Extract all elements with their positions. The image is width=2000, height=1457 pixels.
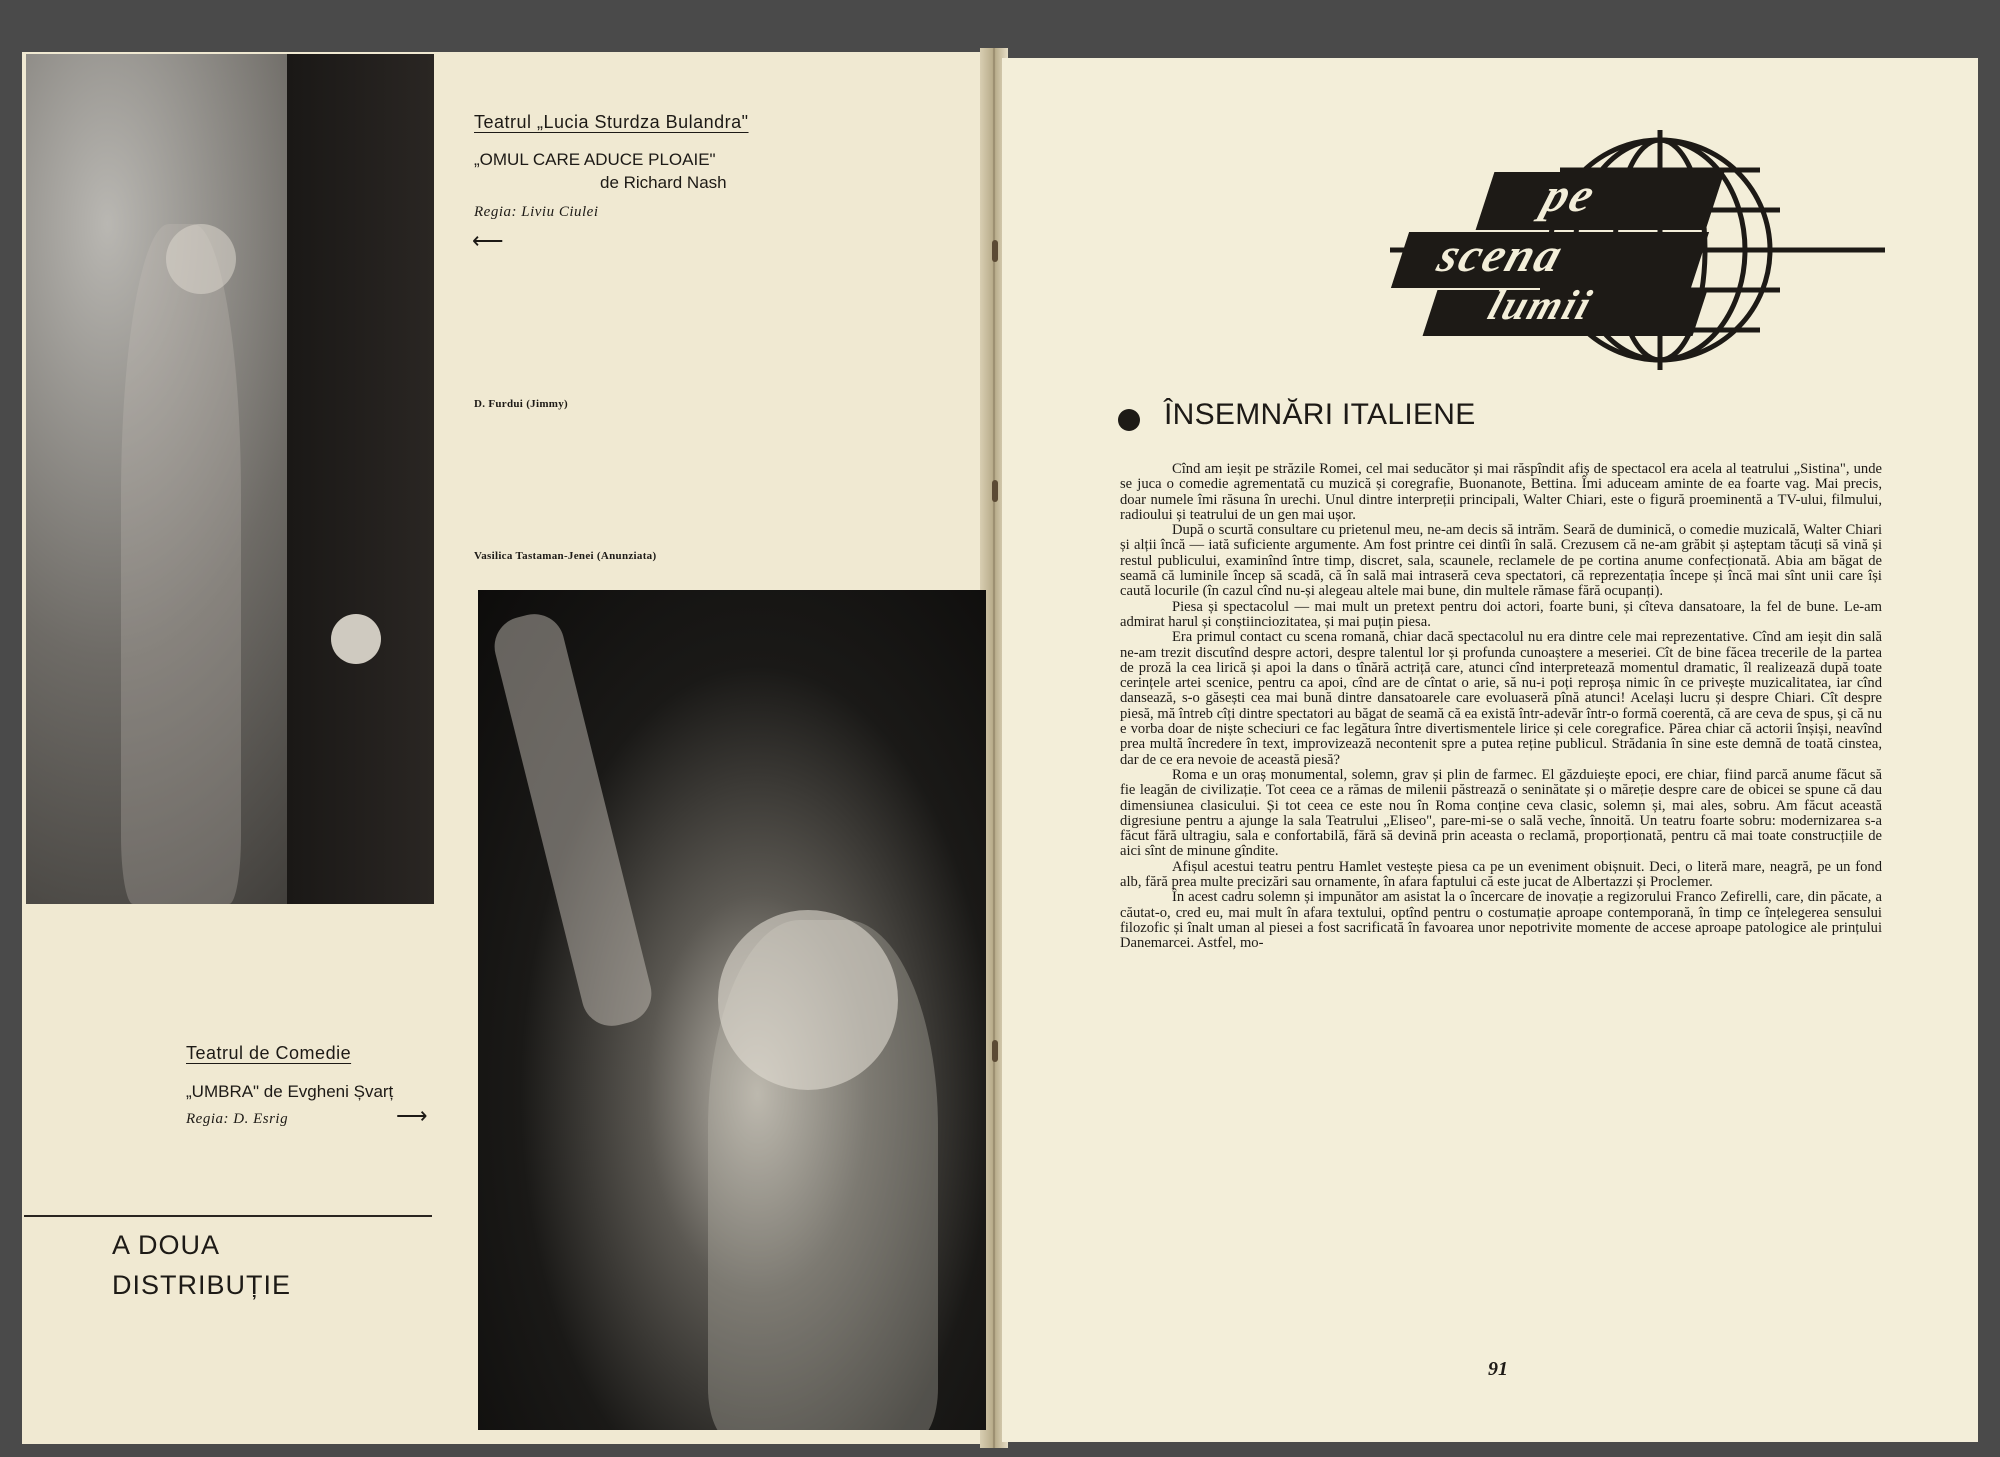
credit-director-esrig: Regia: D. Esrig [186,1111,289,1127]
caption-jimmy: D. Furdui (Jimmy) [474,398,569,410]
article-paragraph: În acest cadru solemn și impunător am asistat la o încercare de inovație a regizorului Franco Zefirelli, care, din păcate, a căutat-o, cred eu, mai mult în afara textului, optînd pentru o costumație aproape contemporană, în timp ce înțelegerea sensului filozofic și înalt uman al piesei a fost sacrificată în favoarea unor nepotrivite momente de accese aproape patologice ale prințului Danemarcei. Astfel, mo- [1120,889,1882,952]
arrow-left-icon: ⟵ [472,228,504,253]
binding-stitch [992,480,998,502]
actress-head [718,910,898,1090]
article-title: ÎNSEMNĂRI ITALIENE [1164,398,1476,431]
actress-raised-arm [488,608,658,1032]
photo-jimmy [26,54,434,904]
logo-word-lumii: lumii [1482,283,1599,329]
caption-anunziata: Vasilica Tastaman-Jenei (Anunziata) [474,550,657,562]
arrow-right-icon: ⟶ [396,1103,428,1128]
credit-theatre-bulandra: Teatrul „Lucia Sturdza Bulandra" [474,112,749,132]
section-divider [24,1215,432,1217]
page-number: 91 [1488,1358,1508,1380]
credit-play-title: „OMUL CARE ADUCE PLOAIE" [474,150,716,169]
article-body [1120,462,1882,952]
article-paragraph: Afișul acestui teatru pentru Hamlet vestește piesa ca pe un eveniment obișnuit. Deci, o literă mare, neagră, pe un fond alb, fără prea multe precizări sau ornamente, în afara faptului că este jucat de Albertazzi și Proclemer. [1120,858,1882,891]
credit-play-author: de Richard Nash [600,173,727,192]
actor-head [166,224,236,294]
binding-stitch [992,1040,998,1062]
article-paragraph: După o scurtă consultare cu prietenul meu, ne-am decis să intrăm. Seară de duminică, o comedie muzicală, Walter Chiari și alții încă — iată suficiente argumente. Am fost printre cei dintîi în sală. Crezusem că ne-am grăbit și așteptam tăcuți să vină și restul publicului, examinînd între timp, discret, sala, scaunele, reclamele de pe cortina anume confecționată. Abia am băgat de seamă că luminile încep să scadă, că în sală mai intraseră ceva spectatori, că reprezentația începe și încă mai sînt unii care își caută locurile (în cazul cînd nu-și alegeau altele mai bune, din multele rămase fără ocupanți). [1120,522,1882,600]
article-paragraph: Cînd am ieșit pe străzile Romei, cel mai seducător și mai răspîndit afiș de spectacol era acela al teatrului „Sistina", unde se juca o comedie agrementată cu muzică și coregrafie, Buonanote, Bettina. Îmi aduceam aminte de ea foarte vag. Mai precis, doar numele îmi răsuna în urechi. Unul dintre interpreții principali, Walter Chiari, este o figură proeminentă a TV-ului, filmului, radioului și teatrului de un gen mai ușor. [1120,461,1882,523]
logo-word-pe: pe [1536,169,1603,222]
credit-play-umbra: „UMBRA" de Evgheni Șvarț [186,1082,394,1101]
article-paragraph: Piesa și spectacolul — mai mult un pretext pentru doi actori, foarte buni, și cîteva dansatoare, la fel de bune. Le-am admirat harul și conștiinciozitatea, și mai puțin piesa. [1120,598,1882,630]
actor-silhouette [121,224,241,904]
article-paragraph: Roma e un oraș monumental, solemn, grav și plin de farmec. El găzduiește epoci, ere chiar, fiind parcă anume făcut să fie leagăn de civilizație. Tot ceea ce a rămas de milenii păstrează o seninătate și o măreție despre care de obicei se spune că dau dimensiunea clasicului. Și tot ceea ce este nou în Roma conține ceva clasic, solemn și, mai ales, sobru. Am făcut această digresiune pentru a ajunge la sala Teatrului „Eliseo", pare-mi-se o sală veche, înnoită. Un teatru foarte sobru: modernizarea s-a făcut fără ultragiu, sala e confortabilă, fără să devină prin aceasta o reclamă, proporționată, pentru că mai toate construcțiile de aici sînt de minune gîndite. [1120,766,1882,860]
section-heading-line1: A DOUA [112,1230,221,1260]
logo-bar-1 [1476,172,1725,230]
credit-theatre-comedie: Teatrul de Comedie [186,1043,352,1063]
logo-word-scena: scena [1431,229,1571,282]
article-paragraph: Era primul contact cu scena romană, chiar dacă spectacolul nu era dintre cele mai reprezentative. Cînd am ieșit din sală ne-am trezit discutînd despre actori, despre talentul lor și profunda cunoaștere a meseriei. Cît de bine făcea trecerile de la partea de proză la cea lirică și apoi la dans o tînără actriță care, atunci cînd interpretează momentul dramatic, îl realizează după toate cerințele artei scenice, pentru ca apoi, cînd are de cîntat o arie, să nu-i poți reproșa nimic în ce privește muzicalitatea, iar cînd dansează, s-o găsești cea mai bună dintre dansatoarele care evoluaseră pînă atunci! Același lucru și despre Chiari. Cît despre piesă, mă întreb cîți dintre spectatori au băgat de seamă că ea există într-adevăr într-o formă coerentă, că are ceva de spus, și că nu e vorba doar de niște scheciuri ce fac legătura între divertismentele lirice și cele coregrafice. Părea chiar că actorii înșiși, neavînd prea multă încredere în text, improvizează necontenit spre a putea reține publicul. Strădania în sine este demnă de toată cinstea, dar de ce era nevoie de această piesă? [1120,629,1882,768]
bullet-icon [1118,409,1140,431]
binding-stitch [992,240,998,262]
hanging-pan [331,614,381,664]
photo-anunziata [478,590,986,1430]
section-heading-line2: DISTRIBUȚIE [112,1270,292,1300]
credit-director: Regia: Liviu Ciulei [474,204,599,220]
